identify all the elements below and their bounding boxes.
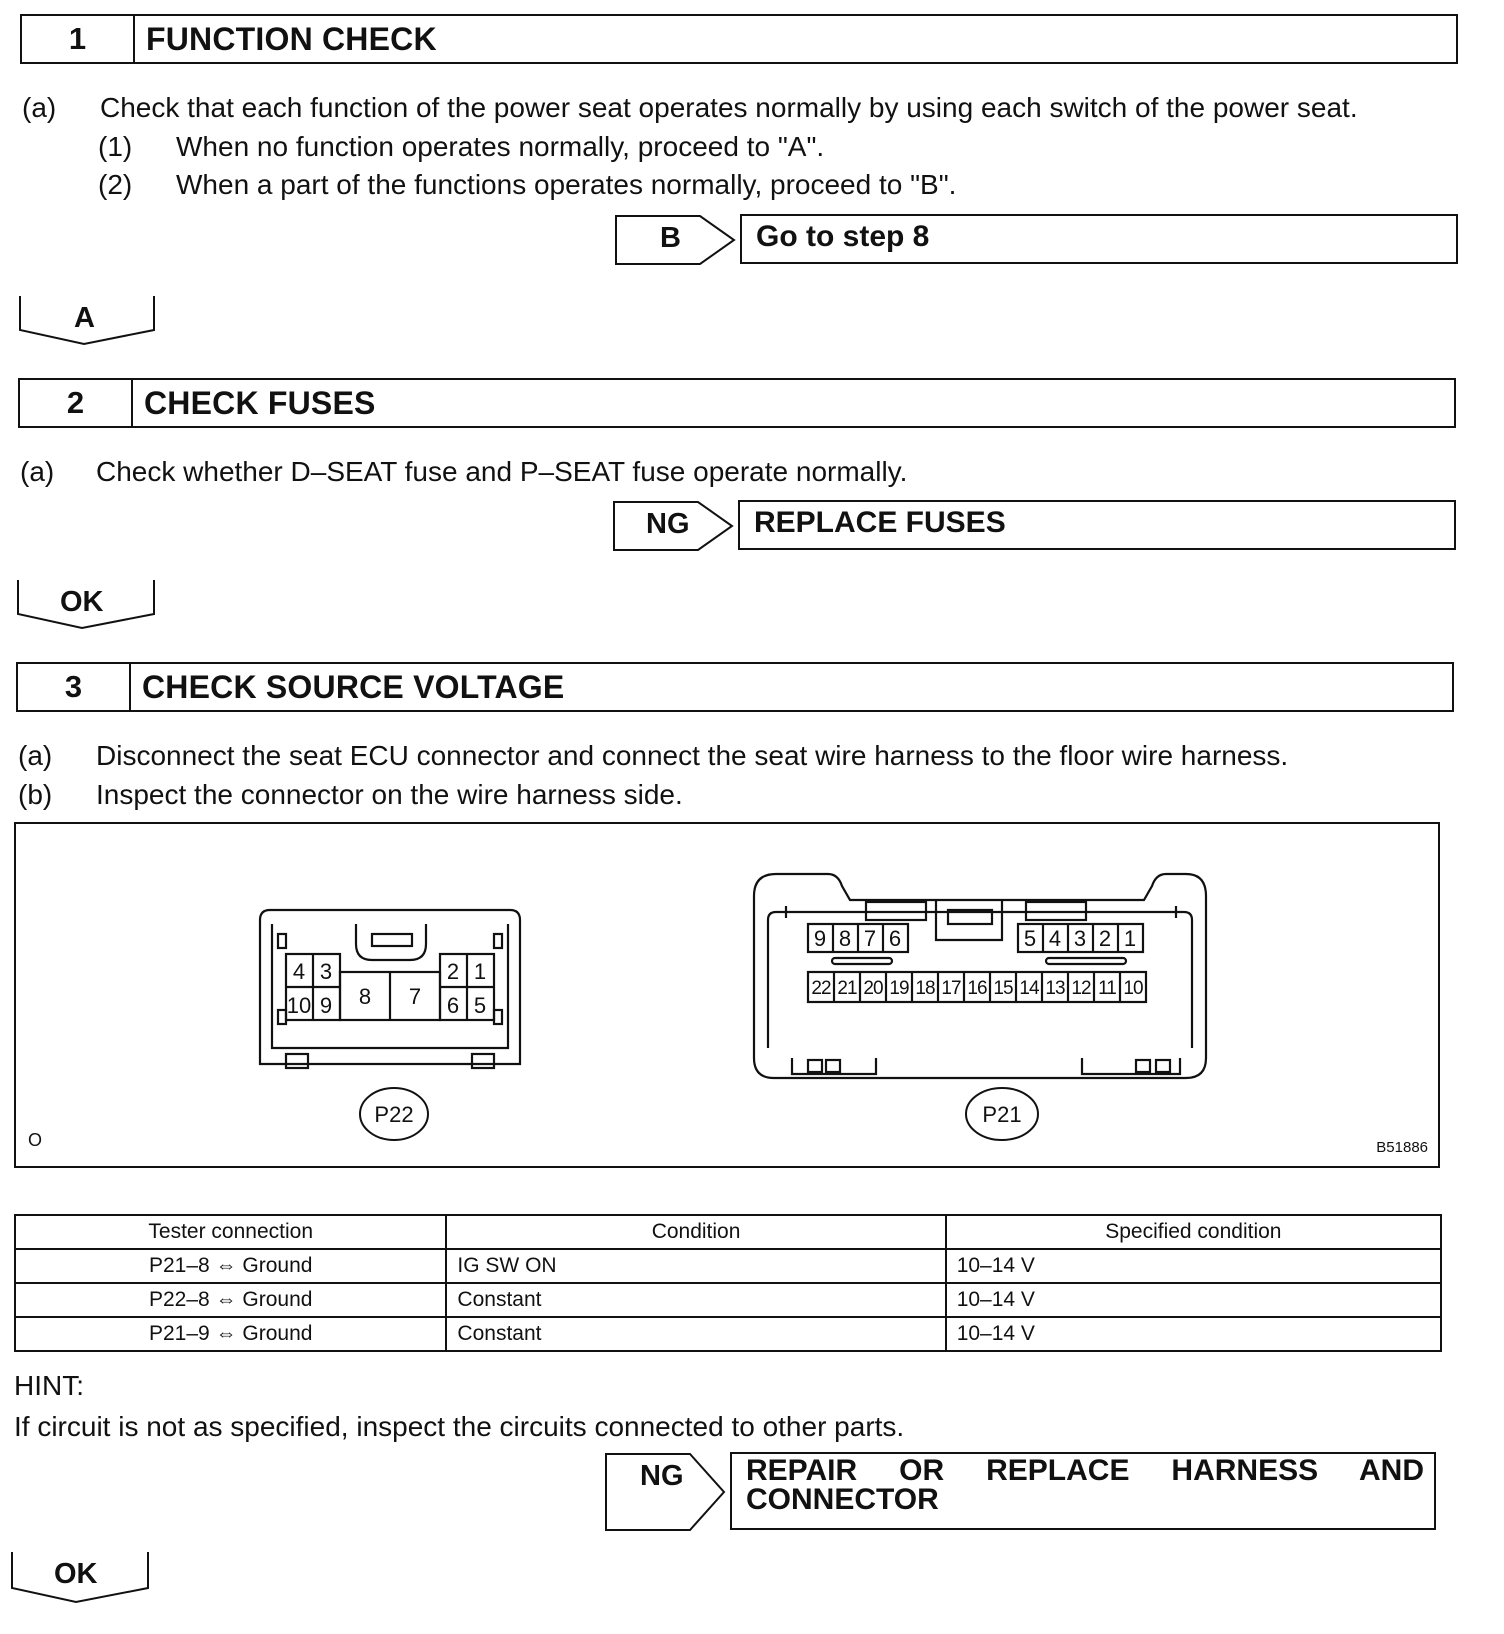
continue-tag: OK [60,586,104,618]
step-2-header [18,378,1456,428]
table-cell: P22–8 ⇔ Ground [15,1283,446,1317]
pin-label: 15 [993,978,1013,999]
step-title: CHECK SOURCE VOLTAGE [142,669,565,705]
pin-label: 1 [1123,926,1137,951]
pin-label: 18 [915,978,935,999]
step-number: 1 [22,16,135,62]
pin-label: 6 [446,993,460,1018]
pin-label: 2 [1098,926,1112,951]
pin-label: 6 [888,926,902,951]
item-marker: (a) [20,456,55,487]
pin-label: 2 [446,959,460,984]
sub-item-text: When no function operates normally, proceed to "A". [176,131,825,162]
sub-item-text: When a part of the functions operates normally, proceed to "B". [176,169,957,200]
connector-p22 [260,910,520,1068]
item-marker: (b) [18,779,53,810]
pin-label: 9 [319,993,333,1018]
pin-label: 10 [1123,978,1143,999]
connector-p21 [754,874,1206,1078]
table-row [15,1283,1441,1317]
pin-label: 5 [473,993,487,1018]
instruction-text: Check whether D–SEAT fuse and P–SEAT fuse operate normally. [96,456,908,487]
branch-result-box [740,214,1458,264]
instruction-text: Check that each function of the power seat operates normally by using each switch of the power seat. [100,92,1358,123]
table-cell: P21–9 ⇔ Ground [15,1317,446,1351]
pin-label: 20 [863,978,883,999]
pin-label: 9 [813,926,827,951]
branch-tag: B [660,222,681,254]
spec-table [14,1214,1442,1352]
table-cell: 10–14 V [946,1283,1441,1317]
sub-item-marker: (2) [98,169,133,200]
column-header: Tester connection [15,1215,446,1249]
item-marker: (a) [18,740,53,771]
figure-corner-mark: O [28,1130,43,1150]
branch-tag: NG [646,508,690,540]
pin-label: 8 [358,984,372,1009]
table-cell: Constant [446,1283,945,1317]
pin-label: 4 [292,959,306,984]
pin-label: 16 [967,978,987,999]
pin-label: 19 [889,978,909,999]
branch-result-text: Go to step 8 [756,220,930,253]
table-row [15,1249,1441,1283]
step-title: CHECK FUSES [144,385,376,421]
pin-label: 17 [941,978,961,999]
step-number: 2 [20,380,133,426]
connector-label-p21: P21 [982,1102,1022,1127]
sub-item-marker: (1) [98,131,133,162]
connector-label-p22: P22 [374,1102,414,1127]
branch-result-box [730,1452,1436,1530]
pin-label: 21 [837,978,857,999]
pin-label: 4 [1048,926,1062,951]
pin-label: 8 [838,926,852,951]
continue-tag: A [74,302,95,334]
pin-label: 11 [1098,978,1116,999]
table-cell: 10–14 V [946,1249,1441,1283]
hint-text: If circuit is not as specified, inspect the circuits connected to other parts. [14,1411,905,1442]
table-cell: P21–8 ⇔ Ground [15,1249,446,1283]
branch-result-box [738,500,1456,550]
table-cell: Constant [446,1317,945,1351]
instruction-text: Inspect the connector on the wire harness side. [96,779,683,810]
table-cell: 10–14 V [946,1317,1441,1351]
pin-label: 14 [1019,978,1039,999]
step-title: FUNCTION CHECK [146,21,437,57]
column-header: Condition [446,1215,945,1249]
continue-tag: OK [54,1558,98,1590]
pin-label: 5 [1023,926,1037,951]
pin-label: 7 [408,984,422,1009]
item-marker: (a) [22,92,57,123]
pin-label: 7 [863,926,877,951]
step-1-header [20,14,1458,64]
table-row [15,1317,1441,1351]
pin-label: 1 [473,959,487,984]
pin-label: 12 [1071,978,1091,999]
table-cell: IG SW ON [446,1249,945,1283]
step-3-header [16,662,1454,712]
instruction-text: Disconnect the seat ECU connector and connect the seat wire harness to the floor wire harness. [96,740,1289,771]
pin-label: 22 [811,978,831,999]
pin-label: 3 [319,959,333,984]
branch-result-text: REPAIR OR REPLACE HARNESS AND CONNECTOR [746,1454,1424,1516]
connector-figure [14,822,1440,1168]
table-header-row [15,1215,1441,1249]
pin-label: 10 [286,993,312,1018]
branch-result-text: REPLACE FUSES [754,506,1006,539]
step-number: 3 [18,664,131,710]
pin-label: 3 [1073,926,1087,951]
column-header: Specified condition [946,1215,1441,1249]
figure-id: B51886 [1376,1139,1428,1156]
pin-label: 13 [1045,978,1065,999]
branch-tag: NG [640,1460,684,1492]
hint-label: HINT: [14,1370,84,1401]
